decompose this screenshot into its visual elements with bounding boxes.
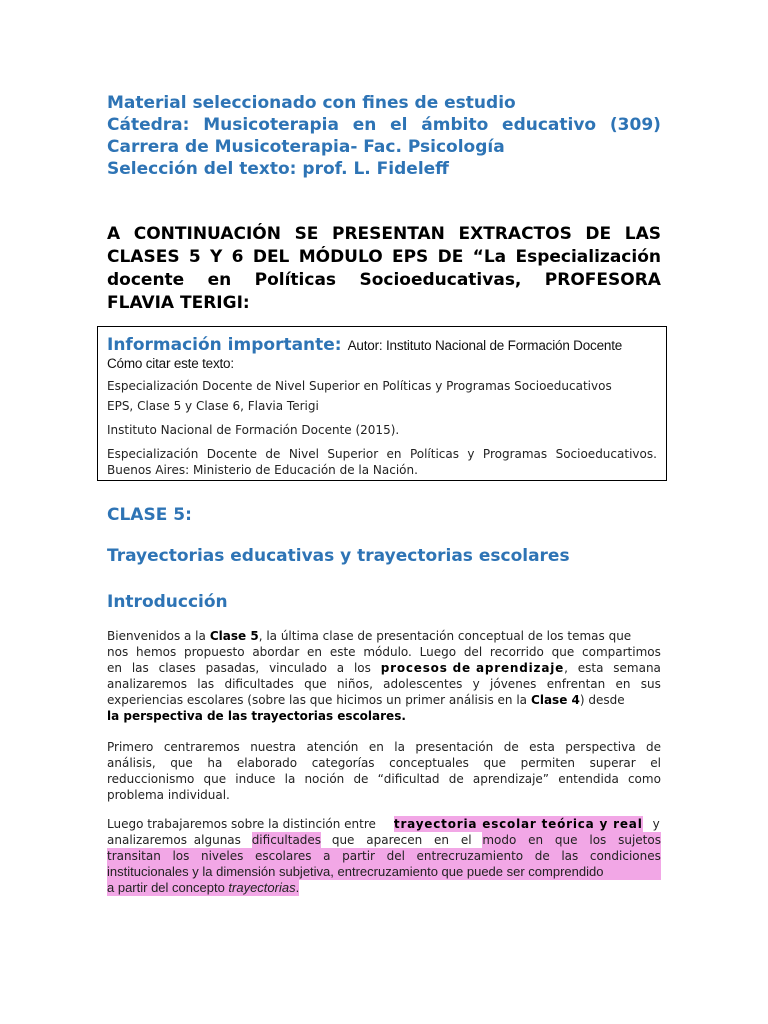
word: nos [107,645,129,659]
word: presentación [415,740,494,754]
space [376,816,394,832]
header-word: el [390,115,408,135]
header-line-2 [107,114,661,136]
text-span: que aparecen en el [331,833,472,847]
word: que [551,645,575,659]
word: escolares [254,849,312,863]
space [643,816,653,832]
word: partir [342,849,375,863]
citation-word: Especialización [107,447,199,461]
p1-row-1 [107,628,661,644]
word: clases [158,661,196,675]
header-line-1: Material seleccionado con fines de estudio [107,93,516,113]
word: en [615,677,631,691]
highlighted-text: modo en que los sujetos [482,833,661,847]
word: propuesto [184,645,245,659]
word: de [353,772,369,786]
word: Luego [419,645,457,659]
p2-row-1 [107,739,661,755]
highlighted-text: dificultades [251,833,322,847]
word: que [203,772,227,786]
word: aprendizaje” [472,772,550,786]
heading-word: DEL [252,247,290,267]
heading-word: CONTINUACIÓN [133,224,281,244]
p3-row-2 [107,832,661,848]
word: adolescentes [383,677,463,691]
text-span: y [652,817,660,831]
p1-row-2 [107,644,661,660]
word: en [107,661,122,675]
highlighted-bold-text: trayectoria escolar teórica y real [393,817,643,831]
word: de [534,849,550,863]
cite-label: Cómo citar este texto: [107,356,234,371]
heading-word: 5 [188,247,201,267]
text-span: institucionales y la dimensión subjetiva, entrecruzamiento que puede ser comprendido [107,864,604,879]
p1-row-3 [107,660,661,676]
word: las [131,661,149,675]
word: de [503,740,519,754]
italic-text: trayectorias [228,880,296,895]
word: reduccionismo [107,772,195,786]
p1-row-5 [107,692,661,708]
word: permiten [520,756,576,770]
text-span: ) desde [579,693,625,707]
header-word: Musicoterapia [203,115,339,135]
spacer [107,414,657,422]
word: niveles [200,849,244,863]
citation-word: Nivel [288,447,319,461]
word: abordar [252,645,300,659]
word: la [394,740,405,754]
word: la [284,772,296,786]
citation-word: Políticas [409,447,459,461]
info-title-row [107,335,657,355]
word: categorías [311,756,375,770]
spacer [107,438,657,446]
word: vinculado [269,661,327,675]
word: hemos [135,645,177,659]
word: módulo. [363,645,412,659]
heading-row-2 [107,246,661,269]
word: jóvenes [490,677,537,691]
extract-heading [107,223,661,315]
text-span: Luego trabajaremos sobre la distinción entre [107,817,376,831]
word: sus [640,677,661,691]
p3-row-5 [107,880,661,896]
heading-word: Políticas [254,270,337,290]
word: entendida [558,772,619,786]
bold-text: Clase 5 [209,629,259,643]
word: entrecruzamiento [416,849,524,863]
word: nuestra [250,740,297,754]
citation-line-2: EPS, Clase 5 y Clase 6, Flavia Terigi [107,399,319,413]
bold-text: procesos de aprendizaje [380,661,565,675]
heading-word: Y [210,247,223,267]
word: analizaremos [107,677,187,691]
word: del [463,645,483,659]
section-clase-heading: CLASE 5: [107,505,192,525]
word: esta [577,661,604,675]
heading-row-3 [107,269,661,292]
word: dificultades [224,677,294,691]
word: conceptuales [389,756,469,770]
word: enfrentan [546,677,606,691]
info-author: Autor: Instituto Nacional de Formación Docente [347,338,623,353]
word: y [472,677,480,691]
word: atención [306,740,359,754]
citation-word: Socioeducativos. [555,447,657,461]
word: que [483,756,507,770]
heading-word: A [107,224,121,244]
citation-line-4 [107,446,657,462]
word: perspectiva [565,740,636,754]
header-word: ámbito [421,115,489,135]
word: transitan [107,849,161,863]
p3-row-3 [107,848,661,864]
heading-word: EXTRACTOS [458,224,572,244]
word: a [323,849,331,863]
heading-word: docente [107,270,185,290]
paragraph-2 [107,739,661,803]
citation-word: y [467,447,475,461]
bold-text: Clase 4 [531,693,580,707]
word: este [329,645,356,659]
text-span: a partir del concepto [107,880,229,895]
word: del [386,849,405,863]
p2-row-3 [107,771,661,787]
citation-line-1: Especialización Docente de Nivel Superior en Políticas y Programas Socioeducativos [107,379,612,393]
p2-row-4: problema individual. [107,788,230,802]
text-span: Bienvenidos a la [107,629,206,643]
p1-row-4 [107,676,661,692]
word: compartimos [582,645,661,659]
word: noción [304,772,345,786]
important-info-box [97,326,667,481]
citation-word: en [386,447,402,461]
word: superar [589,756,636,770]
text-span: experiencias escolares (sobre las que hicimos un primer análisis en la [107,693,528,707]
p3-row-4 [107,864,661,880]
heading-word: Socioeducativas, [359,270,522,290]
word: en [307,645,323,659]
word: ha [207,756,223,770]
word: niños, [336,677,373,691]
word: recorrido [489,645,544,659]
word: el [650,756,661,770]
heading-word: PRESENTAN [332,224,445,244]
word: como [627,772,661,786]
word: los [172,849,190,863]
citation-word: Superior [327,447,379,461]
heading-word: LAS [624,224,661,244]
word: las [197,677,215,691]
text-span: , la última clase de presentación conceptual de los temas que [258,629,632,643]
citation-line-5: Buenos Aires: Ministerio de Educación de la Nación. [107,463,418,477]
word: de [646,740,661,754]
heading-word: MÓDULO [298,247,383,267]
p3-row-1 [107,816,661,832]
heading-word: DE [585,224,612,244]
word: en [368,740,384,754]
course-header [107,92,661,180]
citation-word: de [265,447,281,461]
heading-word: EPS [391,247,429,267]
word: las [561,849,579,863]
header-word: (309) [609,115,661,135]
text-span: analizaremos algunas [107,833,241,847]
word: a [336,661,345,675]
info-title: Información importante: [107,335,342,355]
word: semana [613,661,661,675]
word: que [304,677,327,691]
word: Primero [107,740,154,754]
heading-word: 6 [231,247,244,267]
header-word: Cátedra: [107,115,190,135]
highlighted-text [107,880,299,896]
p1-row-6 [107,708,661,724]
p2-row-2 [107,755,661,771]
word: “dificultad [377,772,440,786]
word: de [448,772,464,786]
word: que [170,756,193,770]
header-line-4: Selección del texto: prof. L. Fideleff [107,159,449,179]
header-line-3: Carrera de Musicoterapia- Fac. Psicología [107,137,505,157]
word: , [564,661,568,675]
word: los [353,661,371,675]
word: condiciones [589,849,661,863]
section-title: Trayectorias educativas y trayectorias escolares [107,546,570,566]
text-span: . [295,880,300,895]
heading-word: Especialización [515,247,661,267]
citation-line-3: Instituto Nacional de Formación Docente (2015). [107,423,400,437]
word: pasadas, [205,661,260,675]
word: esta [529,740,555,754]
heading-row-4: FLAVIA TERIGI: [107,293,250,313]
heading-row-1 [107,223,661,246]
paragraph-1 [107,628,661,724]
intro-heading: Introducción [107,592,228,612]
word: centraremos [163,740,240,754]
header-word: en [352,115,377,135]
heading-word: CLASES [107,247,180,267]
heading-word: SE [294,224,319,244]
heading-word: en [207,270,232,290]
header-word: educativo [502,115,597,135]
heading-word: “La [472,247,507,267]
word: induce [235,772,276,786]
bold-text: la perspectiva de las trayectorias escolares. [107,709,406,723]
paragraph-3 [107,816,661,896]
heading-word: DE [437,247,464,267]
word: análisis, [107,756,156,770]
word: elaborado [236,756,298,770]
heading-word: PROFESORA [544,270,661,290]
citation-word: Programas [482,447,548,461]
citation-word: Docente [206,447,257,461]
